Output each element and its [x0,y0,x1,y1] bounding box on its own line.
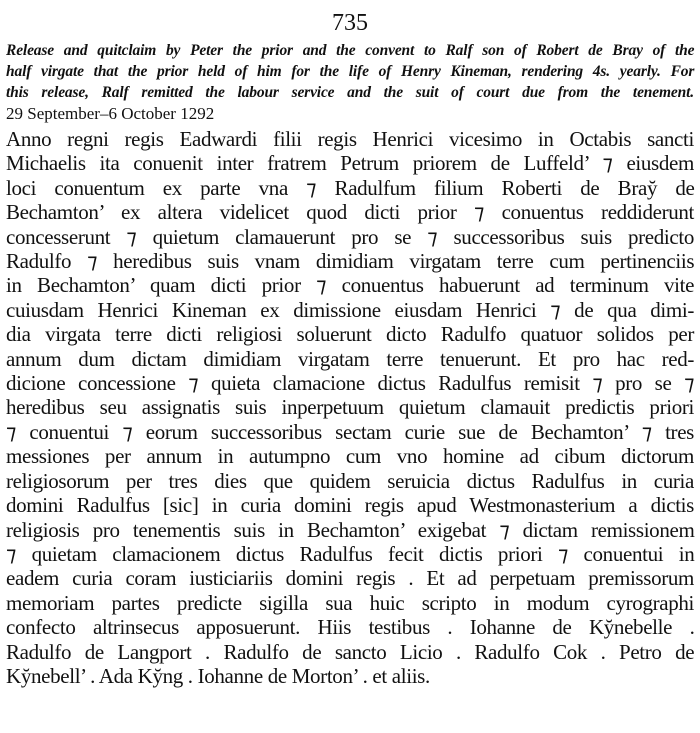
body-line: in Bechamton’ quam dicti prior ⁊ conuentus habuerunt ad terminum vite [6,273,695,298]
body-line: religiosorum per tres dies que quidem seruicia dictus Radulfus in curia [6,468,694,493]
body-line: Radulfo de Langport . Radulfo de sancto Licio . Radulfo Cok . Petro de [6,639,695,664]
body-line: Bechamton’ ex altera videlicet quod dicti prior ⁊ conuentus reddiderunt [6,200,694,225]
body-line: dicione concessione ⁊ quieta clamacione dictus Radulfus remisit ⁊ pro se ⁊ [6,371,695,396]
body-line: annum dum dictam dimidiam virgatam terre tenuerunt. Et pro hac red- [6,346,695,371]
body-line: religiosis pro tenementis suis in Bechamton’ exigebat ⁊ dictam remissionem [6,517,695,542]
body-line: confecto altrinsecus apposuerunt. Hiis testibus . Iohanne de Ky̆nebelle . [6,615,695,640]
body-line: Radulfo ⁊ heredibus suis vnam dimidiam virgatam terre cum pertinenciis [6,249,695,274]
body-line: concesserunt ⁊ quietum clamauerunt pro se ⁊ successoribus suis predicto [6,224,694,249]
document-summary [6,40,694,103]
body-line: Anno regni regis Eadwardi filii regis Henrici vicesimo in Octabis sancti [6,127,694,151]
summary-line: Release and quitclaim by Peter the prior and the convent to Ralf son of Robert de Bray of the [6,42,695,59]
document-page [6,10,694,688]
body-line: ⁊ conuentui ⁊ eorum successoribus sectam curie sue de Bechamton’ ⁊ tres [6,419,694,444]
document-body [6,127,694,688]
summary-line: half virgate that the prior held of him for the life of Henry Kineman, rendering 4s. yearly. For [6,63,695,80]
body-line: Ky̆nebell’ . Ada Ky̆ng . Iohanne de Morton’ . et aliis. [6,663,430,688]
body-line: eadem curia coram iusticiariis domini regis . Et ad perpetuam premissorum [6,566,695,591]
body-line: memoriam partes predicte sigilla sua huic scripto in modum cyrographi [6,590,694,615]
body-line: heredibus seu assignatis suis inperpetuum quietum clamauit predictis priori [6,395,694,420]
body-line: messiones per annum in autumpno cum vno homine ad cibum dictorum [6,444,694,469]
body-line: dia virgata terre dicti religiosi soluerunt dicto Radulfo quatuor solidos per [6,322,695,347]
document-number: 735 [332,10,368,36]
body-line: ⁊ quietam clamacionem dictus Radulfus fecit dictis priori ⁊ conuentui in [6,541,695,566]
body-line: Michaelis ita conuenit inter fratrem Petrum priorem de Luffeld’ ⁊ eiusdem [6,151,694,176]
body-line: cuiusdam Henrici Kineman ex dimissione eiusdam Henrici ⁊ de qua dimi- [6,297,694,322]
document-date: 29 September–6 October 1292 [6,104,215,123]
body-line: loci conuentum ex parte vna ⁊ Radulfum filium Roberti de Bray̆ de [6,175,695,200]
body-line: domini Radulfus [sic] in curia domini regis apud Westmonasterium a dictis [6,493,694,518]
summary-line: this release, Ralf remitted the labour service and the suit of court due from the tenement. [6,84,694,101]
